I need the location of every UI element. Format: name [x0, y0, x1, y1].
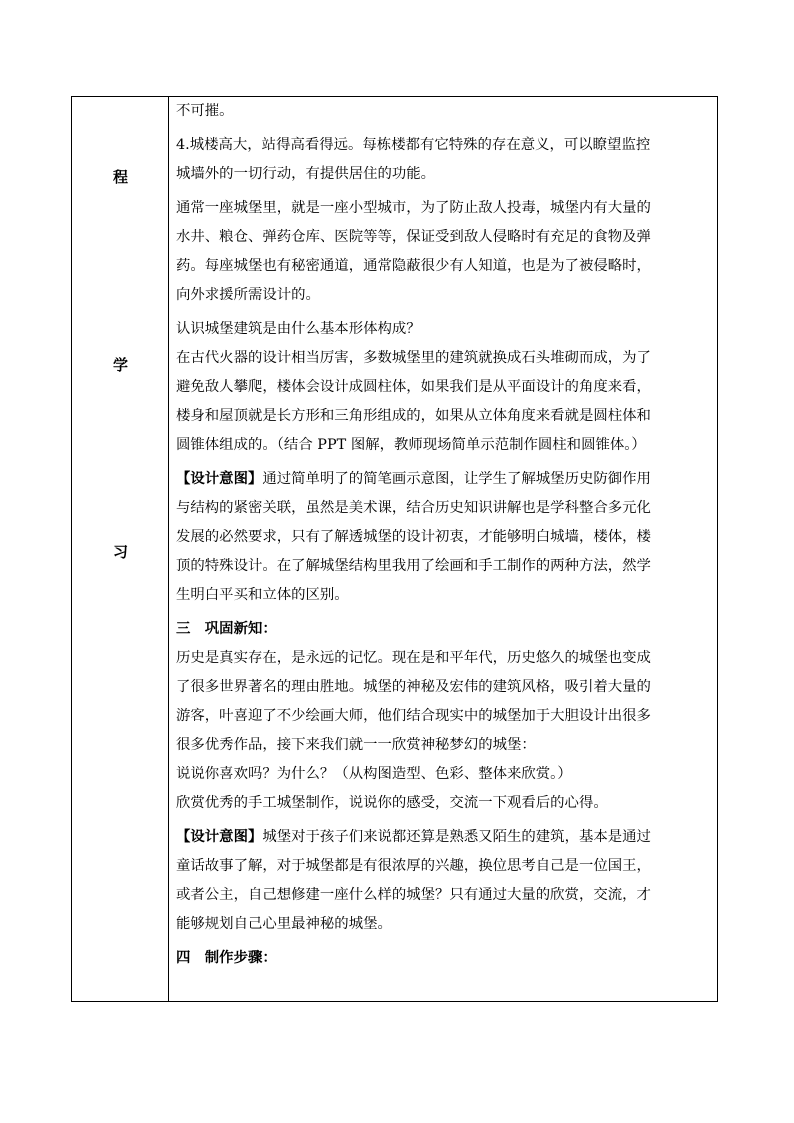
- text-line: 4.城楼高大，站得高看得远。每栋楼都有它特殊的存在意义，可以瞭望监控: [176, 137, 651, 153]
- design-intent-label: 【设计意图】: [176, 470, 263, 487]
- design-intent-label: 【设计意图】: [176, 828, 263, 845]
- text-line: 通过简单明了的简笔画示意图，让学生了解城堡历史防御作用: [262, 471, 651, 487]
- text-line: 药。每座城堡也有秘密通道，通常隐蔽很少有人知道，也是为了被侵略时，: [176, 258, 651, 274]
- text-line: 水井、粮仓、弹药仓库、医院等等，保证受到敌人侵略时有充足的食物及弹: [176, 229, 651, 245]
- text-line: 欣赏优秀的手工城堡制作，说说你的感受，交流一下观看后的心得。: [176, 795, 608, 811]
- text-line: 或者公主，自己想修建一座什么样的城堡？只有通过大量的欣赏，交流，才: [176, 887, 651, 903]
- stage-label-cheng: 程: [112, 168, 128, 186]
- content-column: [169, 97, 717, 1001]
- stage-label-xi: 习: [112, 543, 128, 561]
- text-line: 圆锥体组成的。（结合 PPT 图解，教师现场简单示范制作圆柱和圆锥体。）: [176, 437, 646, 453]
- text-line: 避免敌人攀爬，楼体会设计成圆柱体，如果我们是从平面设计的角度来看，: [176, 379, 651, 395]
- text-line: 发展的必然要求，只有了解透城堡的设计初衷，才能够明白城墙，楼体，楼: [176, 529, 651, 545]
- section-heading-steps: 四 制作步骤：: [176, 949, 277, 966]
- text-line: 能够规划自己心里最神秘的城堡。: [176, 916, 392, 932]
- section-heading-consolidate: 三 巩固新知：: [176, 620, 277, 637]
- text-line: 了很多世界著名的理由胜地。城堡的神秘及宏伟的建筑风格，吸引着大量的: [176, 679, 651, 695]
- design-intent-paragraph: [176, 469, 711, 489]
- text-line: 童话故事了解，对于城堡都是有很浓厚的兴趣，换位思考自己是一位国王，: [176, 858, 651, 874]
- text-line: 不可摧。: [176, 103, 234, 119]
- stage-label-xue: 学: [112, 356, 128, 374]
- text-line: 游客，叶喜迎了不少绘画大师，他们结合现实中的城堡加于大胆设计出很多: [176, 708, 651, 724]
- text-line: 顶的特殊设计。在了解城堡结构里我用了绘画和手工制作的两种方法，然学: [176, 558, 651, 574]
- text-line: 历史是真实存在，是永远的记忆。现在是和平年代，历史悠久的城堡也变成: [176, 650, 651, 666]
- lesson-table: [71, 96, 718, 1002]
- text-line: 与结构的紧密关联，虽然是美术课，结合历史知识讲解也是学科整合多元化: [176, 500, 651, 516]
- text-line: 向外求援所需设计的。: [176, 287, 320, 303]
- text-line: 在古代火器的设计相当厉害，多数城堡里的建筑就换成石头堆砌而成，为了: [176, 350, 651, 366]
- text-line: 生明白平买和立体的区别。: [176, 587, 349, 603]
- text-line: 说说你喜欢吗？为什么？（从构图造型、色彩、整体来欣赏。）: [176, 766, 572, 782]
- stage-column: [72, 97, 169, 1001]
- text-line: 城堡对于孩子们来说都还算是熟悉又陌生的建筑，基本是通过: [262, 829, 651, 845]
- text-line: 楼身和屋顶就是长方形和三角形组成的，如果从立体角度来看就是圆柱体和: [176, 408, 651, 424]
- text-line: 城墙外的一切行动，有提供居住的功能。: [176, 166, 436, 182]
- text-line: 通常一座城堡里，就是一座小型城市，为了防止敌人投毒，城堡内有大量的: [176, 200, 651, 216]
- design-intent-paragraph-2: [176, 827, 711, 847]
- text-line: 认识城堡建筑是由什么基本形体构成？: [176, 321, 421, 337]
- text-line: 很多优秀作品，接下来我们就一一欣赏神秘梦幻的城堡：: [176, 737, 536, 753]
